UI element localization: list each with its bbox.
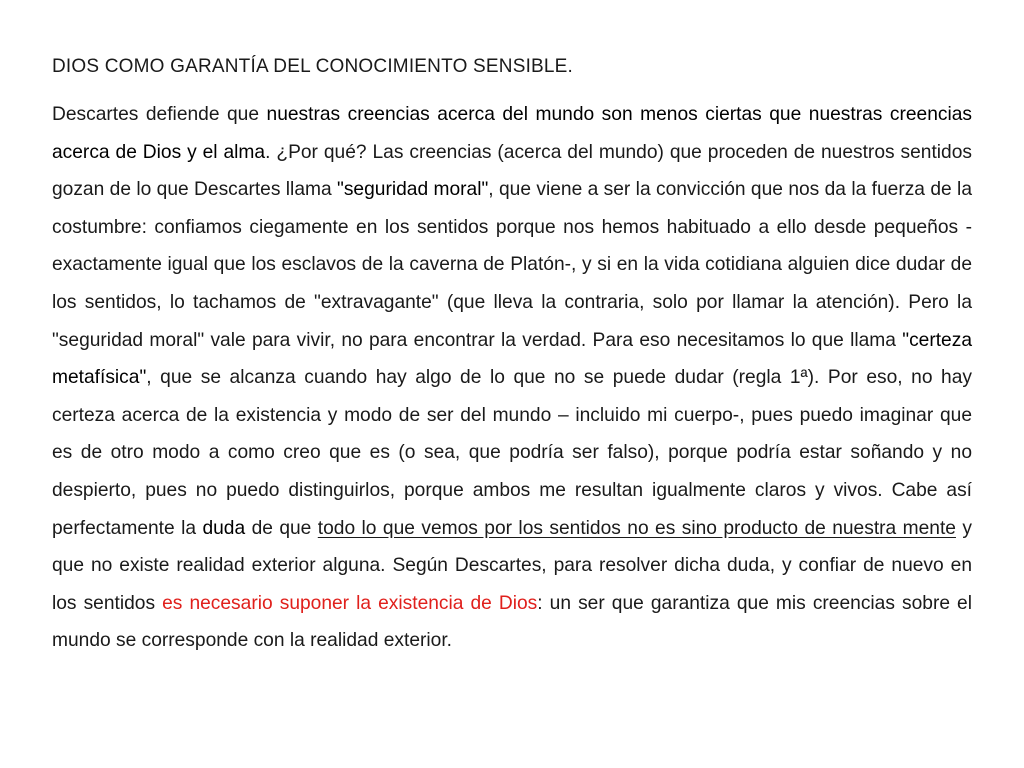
body-span (273, 593, 280, 614)
body-span-red: es necesario (162, 592, 273, 614)
body-span: , que se alcanza cuando hay algo de lo que no se puede dudar (regla 1ª). Por eso, no hay certeza acerca de la existencia y modo de ser del mundo – incluido mi cuerpo-, pues puedo imaginar que es de otro modo a como creo que es (o sea, que podría ser falso), porque podría estar soñando y no despierto, pues no puedo distinguirlos, porque ambos me resultan igualmente claros y vivos. Cabe así perfectamente la (52, 367, 972, 539)
body-span-emphasis: nuestras creencias acerca del mundo son menos ciertas que nuestras creencias acerca de Dios y el alma (52, 104, 972, 163)
body-span: y que no existe realidad exterior alguna. Según Descartes, para resolver dicha duda, y confiar de nuevo en los sentidos (52, 517, 972, 614)
body-span-emphasis: duda (202, 517, 246, 539)
body-span: , que viene a ser la convicción que nos da la fuerza de la costumbre: confiamos ciegamente en los sentidos porque nos hemos habituado a ello desde pequeños -exactamente igual que los esclavos de la caverna de Platón-, y si en la vida cotidiana alguien dice dudar de los sentidos, lo tachamos de "extravagante" (que lleva la contraria, solo por llamar la atención). Pero la "seguridad moral" vale para vivir, no para encontrar la verdad. Para eso necesitamos lo que llama (52, 179, 972, 351)
slide-title: DIOS COMO GARANTÍA DEL CONOCIMIENTO SENSIBLE. (52, 56, 574, 77)
body-span-underlined: todo lo que vemos por los sentidos no es sino producto de nuestra mente (317, 517, 956, 539)
body-span: de que (245, 517, 318, 539)
slide (52, 52, 972, 660)
body-span-emphasis: "seguridad moral" (337, 179, 489, 201)
body-span: . ¿Por qué? Las creencias (acerca del mundo) que proceden de nuestros sentidos gozan de lo que Descartes llama (52, 141, 972, 201)
body-span: Descartes defiende que (52, 104, 267, 125)
body-span-red: suponer la existencia de Dios (279, 592, 538, 614)
slide-body (52, 96, 972, 660)
body-span: : un ser que garantiza que mis creencias sobre el mundo se corresponde con la realidad exterior. (52, 592, 972, 652)
body-span-emphasis: "certeza metafísica" (52, 329, 972, 389)
